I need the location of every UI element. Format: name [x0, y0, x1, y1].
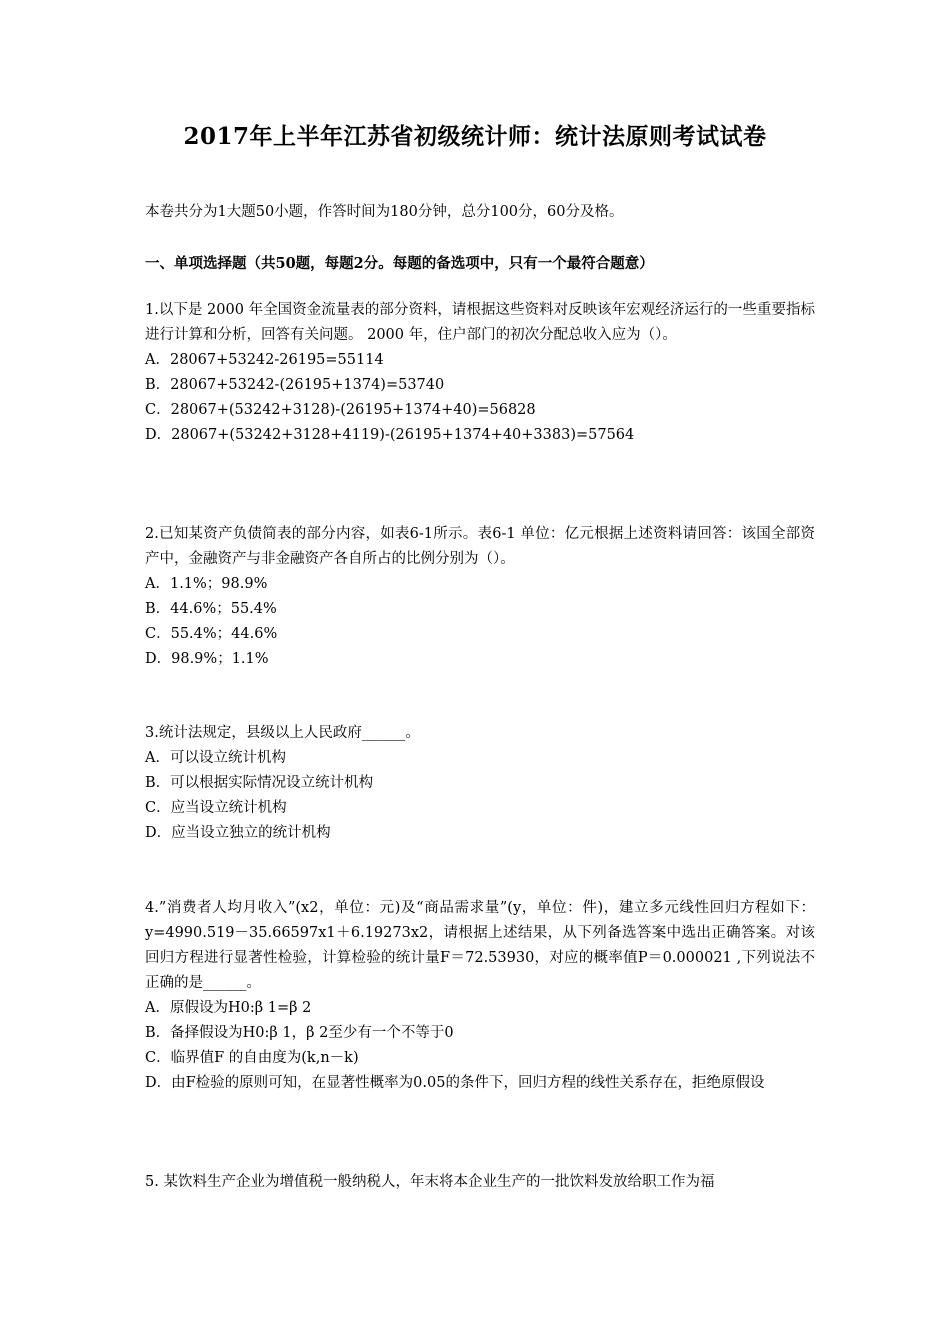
exam-intro: 本卷共分为1大题50小题，作答时间为180分钟，总分100分，60分及格。 [145, 204, 624, 220]
question-5 [145, 1170, 815, 1195]
section-heading: 一、单项选择题（共50题，每题2分。每题的备选项中，只有一个最符合题意） [145, 255, 654, 272]
question-4 [145, 896, 815, 1096]
question-stem: 1.以下是 2000 年全国资金流量表的部分资料，请根据这些资料对反映该年宏观经济运行的一些重要指标进行计算和分析，回答有关问题。 2000 年，住户部门的初次分配总收入应为（）。 [145, 302, 815, 343]
option-d: D．28067+(53242+3128+4119)-(26195+1374+40+3383)=57564 [145, 427, 635, 443]
option-b: B．44.6%；55.4% [145, 601, 277, 617]
option-d: D．应当设立独立的统计机构 [145, 825, 331, 841]
option-c: C．临界值F 的自由度为(k,n－k) [145, 1050, 359, 1066]
option-b: B．备择假设为H0:β 1，β 2至少有一个不等于0 [145, 1025, 454, 1041]
question-stem: 4.”消费者人均月收入”(x2，单位：元)及“商品需求量”(y，单位：件)，建立多元线性回归方程如下：y=4990.519－35.66597x1＋6.19273x2，请根据上述结果，从下列备选答案中选出正确答案。对该回归方程进行显著性检验，计算检验的统计量F＝72.53930，对应的概率值P＝0.000021 ,下列说法不正确的是______。 [145, 900, 815, 991]
option-c: C．应当设立统计机构 [145, 800, 287, 816]
option-d: D．由F检验的原则可知，在显著性概率为0.05的条件下，回归方程的线性关系存在，拒绝原假设 [145, 1075, 765, 1091]
option-b: B．可以根据实际情况设立统计机构 [145, 775, 374, 791]
option-a: A．可以设立统计机构 [145, 750, 286, 766]
option-a: A．1.1%；98.9% [145, 576, 268, 592]
question-stem: 3.统计法规定，县级以上人民政府______。 [145, 725, 420, 741]
question-2 [145, 522, 815, 672]
option-a: A．28067+53242-26195=55114 [145, 352, 384, 368]
question-stem: 2.已知某资产负债简表的部分内容，如表6-1所示。表6-1 单位：亿元根据上述资料请回答：该国全部资产中，金融资产与非金融资产各自所占的比例分别为（）。 [145, 526, 815, 567]
option-b: B．28067+53242-(26195+1374)=53740 [145, 377, 445, 393]
question-1 [145, 298, 815, 448]
option-c: C．28067+(53242+3128)-(26195+1374+40)=56828 [145, 402, 536, 418]
document-title: 2017年上半年江苏省初级统计师：统计法原则考试试卷 [183, 123, 767, 150]
question-stem: 5. 某饮料生产企业为增值税一般纳税人，年末将本企业生产的一批饮料发放给职工作为福 [145, 1174, 715, 1190]
option-c: C．55.4%；44.6% [145, 626, 278, 642]
question-3 [145, 721, 815, 846]
option-d: D．98.9%；1.1% [145, 651, 269, 667]
option-a: A．原假设为H0:β 1=β 2 [145, 1000, 312, 1016]
